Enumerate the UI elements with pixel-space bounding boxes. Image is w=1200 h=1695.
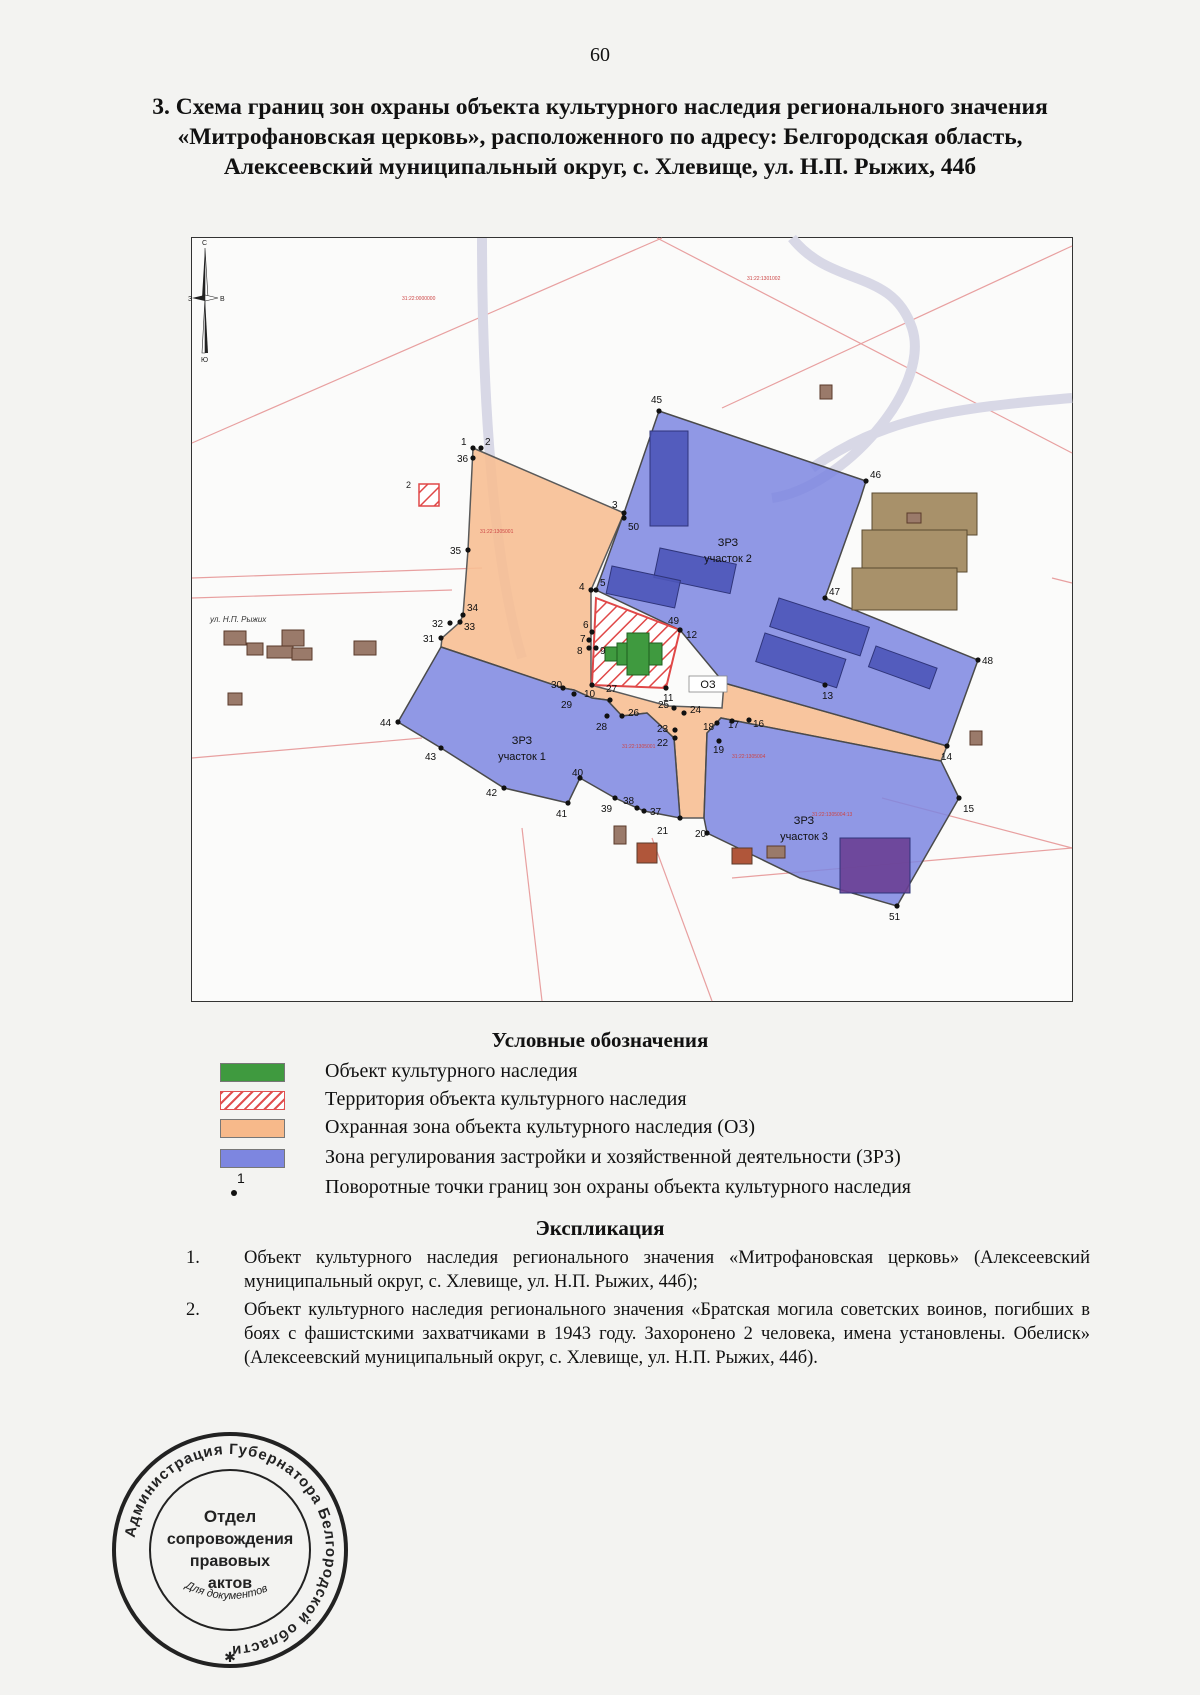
- legend-swatch-orange: [220, 1119, 285, 1138]
- turning-point-3: [621, 510, 626, 515]
- turning-point-10: [589, 682, 594, 687]
- turning-point-23: [672, 727, 677, 732]
- legend-label: Территория объекта культурного наследия: [325, 1088, 687, 1110]
- turning-point-42: [501, 785, 506, 790]
- turning-point-41: [565, 800, 570, 805]
- map-canvas: [188, 238, 1072, 1001]
- turning-point-label-2: 2: [485, 437, 491, 448]
- stamp-line-2: сопровождения: [166, 1531, 294, 1548]
- turning-point-label-1: 1: [461, 437, 467, 448]
- svg-text:Администрация Губернатора Белг: [122, 1441, 339, 1659]
- turning-point-11: [663, 685, 668, 690]
- turning-point-label-34: 34: [467, 603, 479, 614]
- turning-point-label-44: 44: [380, 718, 392, 729]
- turning-point-18: [714, 720, 719, 725]
- explication-number: 2.: [186, 1300, 200, 1320]
- legend-label: Поворотные точки границ зон охраны объекта культурного наследия: [325, 1176, 911, 1198]
- turning-point-16: [746, 717, 751, 722]
- turning-point-51: [894, 903, 899, 908]
- turning-point-4: [588, 587, 593, 592]
- compass-east: В: [220, 296, 225, 303]
- turning-point-label-21: 21: [657, 826, 669, 837]
- zrz-2-part: участок 2: [704, 553, 752, 565]
- turning-point-label-6: 6: [583, 620, 589, 631]
- turning-point-5: [593, 587, 598, 592]
- street-label: ул. Н.П. Рыжих: [210, 615, 267, 624]
- turning-point-28: [604, 713, 609, 718]
- turning-point-label-41: 41: [556, 809, 568, 820]
- zrz-3-name: ЗРЗ: [793, 815, 815, 827]
- legend-label: Зона регулирования застройки и хозяйственной деятельности (ЗРЗ): [325, 1146, 901, 1168]
- turning-point-label-5: 5: [600, 578, 606, 589]
- turning-point-label-12: 12: [686, 630, 698, 641]
- object-2-label: 2: [406, 480, 412, 490]
- legend-swatch-hatch: [220, 1091, 285, 1110]
- turning-point-label-30: 30: [551, 680, 563, 691]
- turning-point-label-43: 43: [425, 752, 437, 763]
- turning-point-label-32: 32: [432, 619, 444, 630]
- svg-text:31:22:1305001: 31:22:1305001: [480, 529, 514, 535]
- turning-point-label-26: 26: [628, 708, 640, 719]
- turning-point-35: [465, 547, 470, 552]
- zone-map: [188, 237, 1073, 1002]
- zrz-1-part: участок 1: [498, 751, 546, 763]
- turning-point-label-40: 40: [572, 768, 584, 779]
- turning-point-label-39: 39: [601, 804, 613, 815]
- turning-point-label-35: 35: [450, 546, 462, 557]
- legend-swatch-green: [220, 1063, 285, 1082]
- turning-point-label-19: 19: [713, 745, 725, 756]
- svg-text:31:22:1305001: 31:22:1305001: [622, 744, 656, 750]
- compass-south: Ю: [201, 357, 209, 364]
- turning-point-6: [589, 629, 594, 634]
- compass-west: З: [188, 296, 193, 303]
- turning-point-label-11: 11: [663, 693, 674, 704]
- turning-point-1: [470, 445, 475, 450]
- turning-point-label-45: 45: [651, 395, 663, 406]
- turning-point-36: [470, 455, 475, 460]
- turning-point-50: [621, 515, 626, 520]
- turning-point-24: [681, 710, 686, 715]
- official-stamp: [110, 1430, 350, 1675]
- explication-number: 1.: [186, 1248, 200, 1268]
- turning-point-label-48: 48: [982, 656, 994, 667]
- turning-point-label-38: 38: [623, 796, 635, 807]
- svg-text:31:22:1305004: 31:22:1305004: [732, 754, 766, 760]
- compass-north: С: [202, 240, 208, 247]
- turning-point-8: [586, 645, 591, 650]
- turning-point-49: [677, 627, 682, 632]
- svg-text:31:22:1305004:13: 31:22:1305004:13: [812, 812, 853, 818]
- turning-point-25: [671, 705, 676, 710]
- explication-text: Объект культурного наследия регионального значения «Митрофановская церковь» (Алексеевский муниципальный округ, с. Хлевище, ул. Н.П. Рыжих, 44б);: [244, 1248, 1090, 1292]
- compass-rose: [188, 240, 225, 364]
- turning-point-19: [716, 738, 721, 743]
- page-number: 60: [590, 44, 610, 66]
- turning-point-39: [612, 795, 617, 800]
- turning-point-43: [438, 745, 443, 750]
- turning-point-label-22: 22: [657, 738, 669, 749]
- turning-point-31: [438, 635, 443, 640]
- zrz-2-name: ЗРЗ: [717, 537, 739, 549]
- turning-point-9: [593, 645, 598, 650]
- legend-title: Условные обозначения: [491, 1028, 709, 1052]
- turning-point-27: [607, 697, 612, 702]
- turning-point-label-8: 8: [577, 646, 583, 657]
- turning-point-label-25: 25: [658, 700, 670, 711]
- turning-point-label-33: 33: [464, 622, 476, 633]
- turning-point-label-24: 24: [690, 705, 702, 716]
- legend-label: Охранная зона объекта культурного наследия (ОЗ): [325, 1116, 756, 1138]
- object-2-marker: [406, 480, 439, 506]
- turning-point-2: [478, 445, 483, 450]
- turning-point-29: [571, 691, 576, 696]
- turning-point-label-28: 28: [596, 722, 608, 733]
- turning-point-label-27: 27: [606, 684, 618, 695]
- turning-point-label-14: 14: [941, 752, 953, 763]
- turning-point-label-7: 7: [580, 634, 586, 645]
- legend-swatch-blue: [220, 1149, 285, 1168]
- turning-point-44: [395, 719, 400, 724]
- zrz-1-name: ЗРЗ: [511, 735, 533, 747]
- turning-point-label-18: 18: [703, 722, 715, 733]
- turning-point-46: [863, 478, 868, 483]
- explication-text: Объект культурного наследия регионального значения «Братская могила советских воинов, погибших в боях с фашистскими захватчиками в 1943 году. Захоронено 2 человека, имена установлены. Обелиск» (Алексеевский муниципальный округ, с. Хлевище, ул. Н.П. Рыжих, 44б).: [244, 1300, 1090, 1368]
- turning-point-14: [944, 743, 949, 748]
- turning-point-32: [447, 620, 452, 625]
- stamp-ring-text: Администрация Губернатора Белгородской области: [121, 1440, 340, 1660]
- turning-point-33: [457, 619, 462, 624]
- turning-point-label-4: 4: [579, 582, 585, 593]
- turning-point-label-50: 50: [628, 522, 640, 533]
- turning-point-15: [956, 795, 961, 800]
- turning-point-13: [822, 682, 827, 687]
- turning-point-label-16: 16: [753, 719, 765, 730]
- page-title: 3. Схема границ зон охраны объекта культурного наследия регионального значения «Митрофановская церковь», расположенного по адресу: Белгородская область, Алексеевский муниципальный округ, с. Хлевище, ул. Н.П. Рыжих, 44б: [152, 94, 1048, 180]
- turning-point-26: [619, 713, 624, 718]
- turning-point-38: [634, 805, 639, 810]
- oz-label: ОЗ: [700, 679, 716, 691]
- turning-point-label-37: 37: [650, 807, 662, 818]
- turning-point-label-42: 42: [486, 788, 498, 799]
- turning-point-47: [822, 595, 827, 600]
- turning-point-label-29: 29: [561, 700, 573, 711]
- turning-point-label-31: 31: [423, 634, 435, 645]
- stamp-line-3: правовых: [189, 1553, 271, 1570]
- turning-point-label-17: 17: [728, 720, 740, 731]
- turning-point-label-23: 23: [657, 724, 669, 735]
- svg-text:31:22:0000000: 31:22:0000000: [402, 296, 436, 302]
- turning-point-label-13: 13: [822, 691, 834, 702]
- explication-title: Экспликация: [535, 1216, 665, 1240]
- turning-point-label-51: 51: [889, 912, 901, 923]
- turning-point-21: [677, 815, 682, 820]
- legend-label: Объект культурного наследия: [325, 1060, 578, 1082]
- turning-point-label-49: 49: [668, 616, 680, 627]
- turning-point-label-46: 46: [870, 470, 882, 481]
- point-marker-number: 1: [237, 1170, 245, 1186]
- turning-point-label-3: 3: [612, 500, 618, 511]
- stamp-bottom-text: Для документов: [183, 1579, 270, 1603]
- turning-point-48: [975, 657, 980, 662]
- zrz-3-part: участок 3: [780, 831, 828, 843]
- stamp-line-4: актов: [207, 1575, 253, 1592]
- turning-point-7: [586, 637, 591, 642]
- turning-point-label-20: 20: [695, 829, 707, 840]
- turning-point-label-9: 9: [600, 646, 606, 657]
- buildings-brown: [852, 493, 977, 610]
- turning-point-label-47: 47: [829, 587, 841, 598]
- turning-point-label-36: 36: [457, 454, 469, 465]
- svg-text:31:22:1301002: 31:22:1301002: [747, 276, 781, 282]
- stamp-star-icon: ✱: [224, 1651, 236, 1666]
- turning-point-22: [672, 735, 677, 740]
- turning-point-37: [641, 808, 646, 813]
- turning-point-label-15: 15: [963, 804, 975, 815]
- turning-point-34: [460, 612, 465, 617]
- point-marker-icon: [231, 1190, 237, 1196]
- turning-point-45: [656, 408, 661, 413]
- turning-point-label-10: 10: [584, 689, 596, 700]
- stamp-line-1: Отдел: [203, 1507, 257, 1526]
